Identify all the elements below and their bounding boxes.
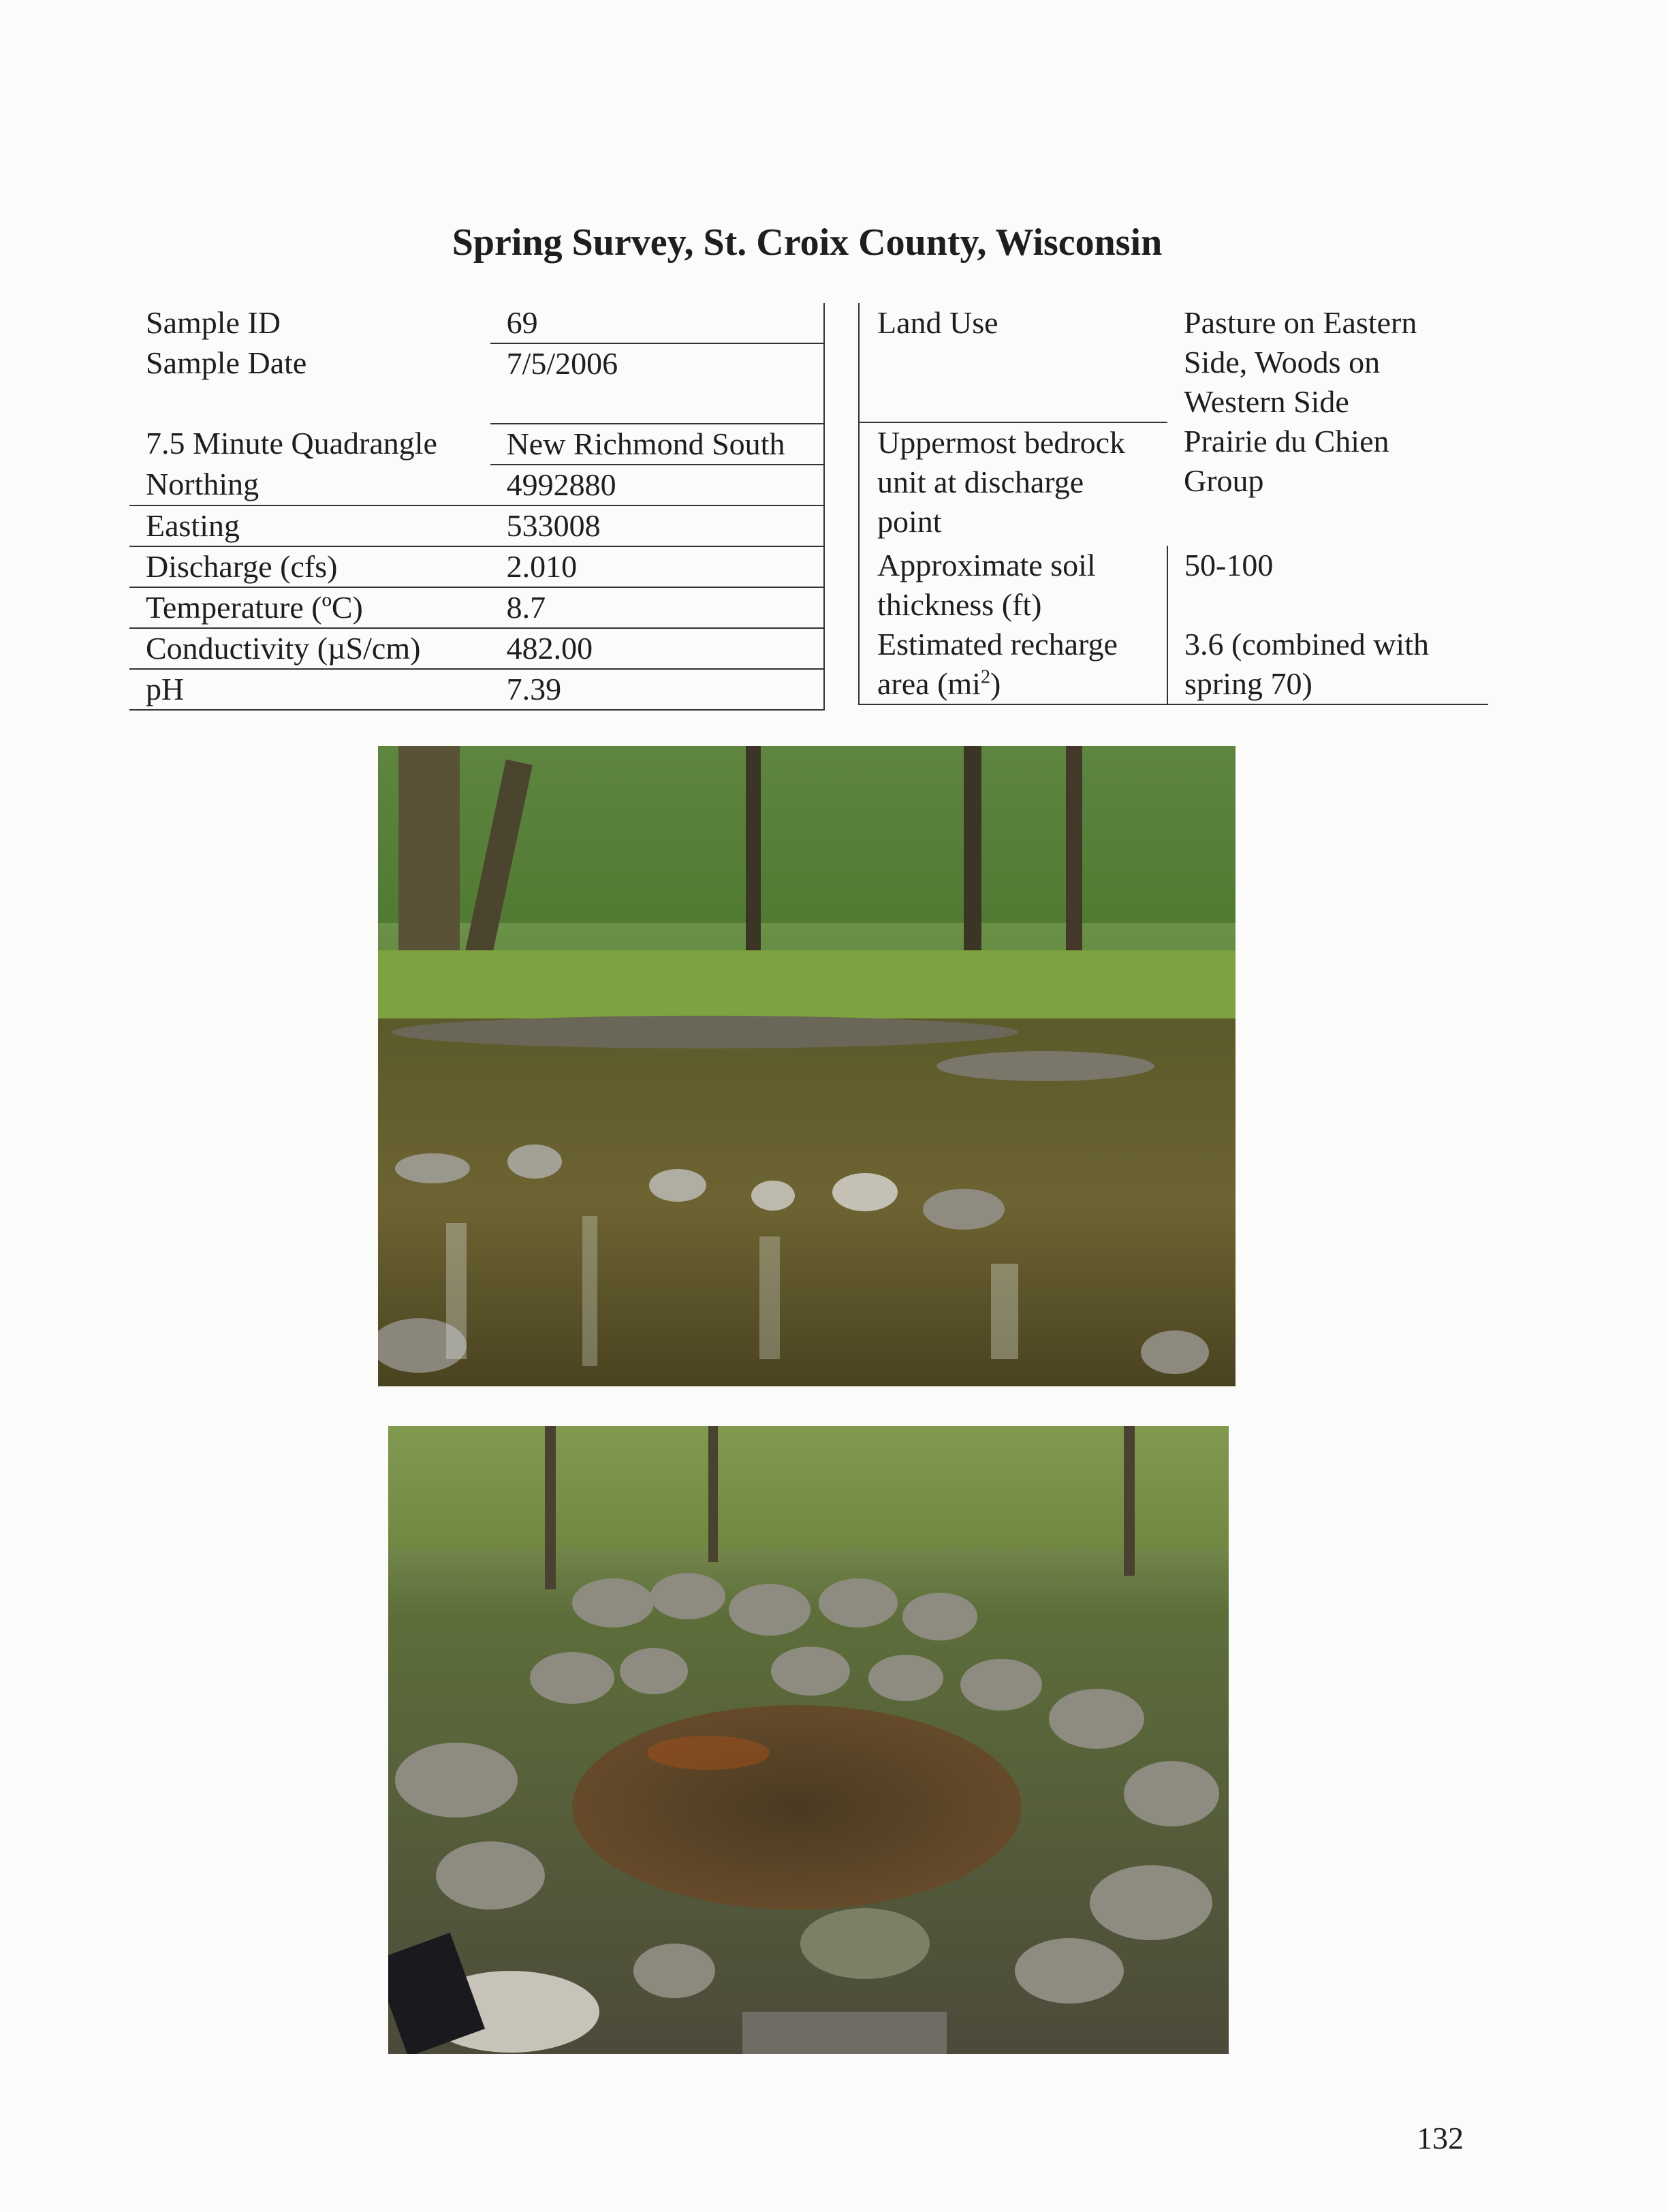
bedrock-value-line-2: Group <box>1184 463 1264 498</box>
value-conductivity: 482.00 <box>490 628 824 669</box>
label-quadrangle: 7.5 Minute Quadrangle <box>146 426 437 461</box>
sample-data-table <box>129 303 825 711</box>
label-temperature: Temperature (ºC) <box>129 587 490 628</box>
value-easting: 533008 <box>490 505 824 546</box>
bedrock-label-line-2: unit at discharge <box>877 465 1084 499</box>
site-characteristics-table <box>858 303 1488 705</box>
value-soil-thickness: 50-100 <box>1167 546 1488 625</box>
label-conductivity: Conductivity (µS/cm) <box>129 628 490 669</box>
land-use-line-3: Western Side <box>1184 384 1349 419</box>
value-recharge-area <box>1167 625 1488 704</box>
label-sample-id: Sample ID <box>146 305 281 340</box>
recharge-label-line-1: Estimated recharge <box>877 627 1118 661</box>
value-northing: 4992880 <box>490 465 824 505</box>
recharge-label-superscript: 2 <box>980 666 990 688</box>
spacer-cell <box>129 384 490 424</box>
spring-photo-pond <box>378 746 1236 1386</box>
soil-label-line-1: Approximate soil <box>877 548 1096 582</box>
value-land-use-and-bedrock <box>1167 303 1488 546</box>
value-quadrangle: New Richmond South <box>490 424 824 465</box>
label-ph: pH <box>129 669 490 710</box>
bedrock-value-line-1: Prairie du Chien <box>1184 424 1389 458</box>
label-northing: Northing <box>129 465 490 505</box>
recharge-label-pre: area (mi <box>877 666 981 701</box>
label-land-use: Land Use <box>859 303 1167 422</box>
land-use-line-1: Pasture on Eastern <box>1184 305 1417 340</box>
label-easting: Easting <box>129 505 490 546</box>
recharge-label-line-2 <box>877 664 1167 704</box>
bedrock-label-line-3: point <box>877 504 942 539</box>
label-recharge-area <box>859 625 1167 704</box>
recharge-label-post: ) <box>990 666 1001 701</box>
label-discharge: Discharge (cfs) <box>129 546 490 587</box>
spring-photo-rock-pool <box>388 1426 1229 2054</box>
recharge-value-line-1: 3.6 (combined with <box>1184 627 1429 661</box>
value-ph: 7.39 <box>490 669 824 710</box>
label-sample-date: Sample Date <box>146 345 307 380</box>
bedrock-label-line-1: Uppermost bedrock <box>877 425 1126 460</box>
value-temperature: 8.7 <box>490 587 824 628</box>
value-discharge: 2.010 <box>490 546 824 587</box>
land-use-line-2: Side, Woods on <box>1184 345 1381 379</box>
value-sample-date: 7/5/2006 <box>490 343 824 384</box>
value-sample-id: 69 <box>490 303 824 343</box>
spring-photo-rock-pool-image <box>388 1426 1229 2054</box>
label-bedrock <box>859 422 1167 546</box>
label-soil-thickness <box>859 546 1167 625</box>
spring-photo-pond-image <box>378 746 1236 1386</box>
recharge-value-line-2: spring 70) <box>1184 666 1312 701</box>
page-title: Spring Survey, St. Croix County, Wisconsin <box>452 221 1163 264</box>
spacer-cell <box>490 384 824 424</box>
page-number: 132 <box>1417 2121 1464 2155</box>
soil-label-line-2: thickness (ft) <box>877 587 1042 622</box>
